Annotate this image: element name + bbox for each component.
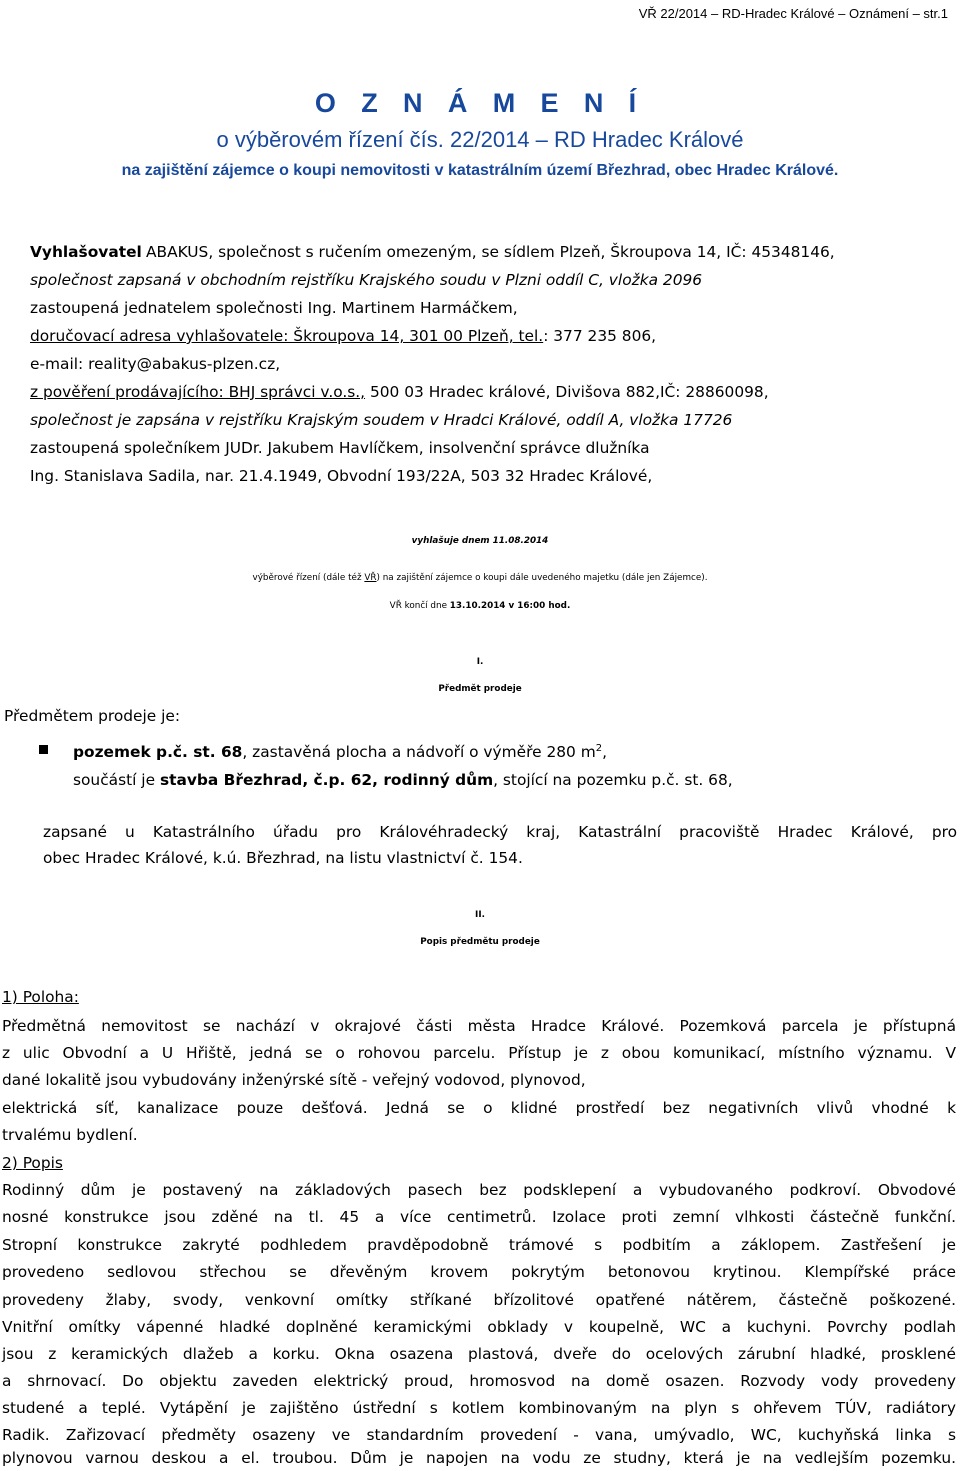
description-line: Radik. Zařizovací předměty osazeny ve standardním provedení - vana, umývadlo, WC, kuchyňská linka s	[2, 1426, 956, 1444]
document-title: O Z N Á M E N Í	[314, 88, 646, 118]
description-line: nosné konstrukce jsou zděné na tl. 45 a více centimetrů. Izolace proti zemní vlhkosti částečně funkční.	[2, 1208, 956, 1226]
bullet-icon	[39, 745, 48, 754]
location-line: dané lokalitě jsou vybudovány inženýrské sítě - veřejný vodovod, plynovod,	[2, 1071, 586, 1089]
delivery-address: doručovací adresa vyhlašovatele: Škroupova 14, 301 00 Plzeň, tel.	[30, 327, 544, 345]
section1-intro: Předmětem prodeje je:	[4, 707, 181, 725]
mandate-party: z pověření prodávajícího: BHJ správci v.o.s.,	[30, 383, 366, 401]
description-line: Rodinný dům je postavený na základových pasech bez podsklepení a vybudovaného podkroví. Obvodové	[2, 1181, 956, 1199]
description-line: jsou z keramických dlažeb a korku. Okna osazena plastová, dveře do ocelových zárubní hladké, prosklené	[2, 1345, 956, 1363]
location-line: trvalému bydlení.	[2, 1126, 138, 1144]
description-line: provedeno sedlovou střechou se dřevěným krovem pokrytým betonovou krytinou. Klempířské práce	[2, 1263, 956, 1281]
description-line: a shrnovací. Do objektu zaveden elektrický proud, hromosvod na domě osazen. Rozvody vody provedeny	[2, 1372, 956, 1390]
description-line: plynovou varnou deskou a el. troubou. Dům je napojen na vodu ze studny, která je na vedlejším pozemku.	[2, 1449, 956, 1467]
vr-abbr: VŘ	[364, 573, 377, 583]
description-line: studené a teplé. Vytápění je zajištěno ústřední s kotlem kombinovaným na plyn s ohřevem TÚV, radiátory	[2, 1399, 956, 1417]
announcer-name: ABAKUS, společnost s ručením omezeným, se sídlem Plzeň, Škroupova 14, IČ: 45348146,	[146, 243, 835, 261]
declaration-line: výběrové řízení (dále též VŘ) na zajištění zájemce o koupi dále uvedeného majetku (dále jen Zájemce).	[252, 573, 708, 583]
declaration-end: VŘ končí dne 13.10.2014 v 16:00 hod.	[389, 601, 571, 611]
section1-number: I.	[476, 657, 484, 667]
announcer-registry: společnost zapsaná v obchodním rejstříku Krajského soudu v Plzni oddíl C, vložka 2096	[30, 271, 703, 289]
mandate-registry: společnost je zapsána v rejstříku Krajským soudem v Hradci Králové, oddíl A, vložka 17726	[30, 411, 733, 429]
location-line: elektrická síť, kanalizace pouze dešťová. Jedná se o klidné prostředí bez negativních vlivů vhodné k	[2, 1099, 956, 1117]
mandate-line	[30, 380, 769, 404]
location-line: Předmětná nemovitost se nachází v okrajové části města Hradce Králové. Pozemková parcela je přístupná	[2, 1017, 956, 1035]
section1-heading: Předmět prodeje	[438, 684, 522, 694]
document-subject: na zajištění zájemce o koupi nemovitosti v katastrálním území Březhrad, obec Hradec Králové.	[121, 162, 839, 179]
end-date: 13.10.2014 v 16:00 hod.	[449, 601, 571, 611]
declaration-date: vyhlašuje dnem 11.08.2014	[411, 536, 549, 546]
announcer-email: e-mail: reality@abakus-plzen.cz,	[30, 355, 281, 373]
cadastre-line-1: zapsané u Katastrálního úřadu pro Královéhradecký kraj, Katastrální pracoviště Hradec Králové, pro	[43, 823, 957, 841]
item-land: pozemek p.č. st. 68, zastavěná plocha a nádvoří o výměře 280 $m^2$,	[73, 742, 608, 761]
section2-heading: Popis předmětu prodeje	[420, 937, 540, 947]
mandate-representative: zastoupená společníkem JUDr. Jakubem Havlíčkem, insolvenční správce dlužníka	[30, 439, 650, 457]
description-line: Stropní konstrukce zakryté podhledem pravděpodobně trámové s podbitím a záklopem. Zastřešení je	[2, 1236, 956, 1254]
debtor-line: Ing. Stanislava Sadila, nar. 21.4.1949, Obvodní 193/22A, 503 32 Hradec Králové,	[30, 467, 653, 485]
section2-number: II.	[475, 910, 485, 920]
description-line: provedeny žlaby, svody, venkovní omítky stříkané břízolitové opatřené nátěrem, částečně poškozené.	[2, 1291, 956, 1309]
document-subtitle: o výběrovém řízení čís. 22/2014 – RD Hradec Králové	[216, 127, 744, 152]
running-header: VŘ 22/2014 – RD-Hradec Králové – Oznámení – str.1	[638, 6, 948, 21]
announcer-delivery	[30, 324, 656, 348]
location-line: z ulic Obvodní a U Hřiště, jedná se o rohovou parcelu. Přístup je z obou komunikací, místního významu. V	[2, 1044, 956, 1062]
description-label: 2) Popis	[2, 1154, 63, 1172]
cadastre-line-2: obec Hradec Králové, k.ú. Březhrad, na listu vlastnictví č. 154.	[43, 849, 523, 867]
mandate-address: 500 03 Hradec králové, Divišova 882,IČ: 28860098,	[369, 383, 769, 401]
phone-number: : 377 235 806,	[543, 327, 657, 345]
description-line: Vnitřní omítky vápenné hladké doplněné keramickými obklady v koupelně, WC a kuchyni. Povrchy podlah	[2, 1318, 956, 1336]
announcer-label: Vyhlašovatel	[30, 243, 142, 261]
item-building: součástí je stavba Březhrad, č.p. 62, rodinný dům, stojící na pozemku p.č. st. 68,	[73, 771, 733, 789]
location-label: 1) Poloha:	[2, 988, 79, 1006]
announcer-represented: zastoupená jednatelem společnosti Ing. Martinem Harmáčkem,	[30, 299, 518, 317]
